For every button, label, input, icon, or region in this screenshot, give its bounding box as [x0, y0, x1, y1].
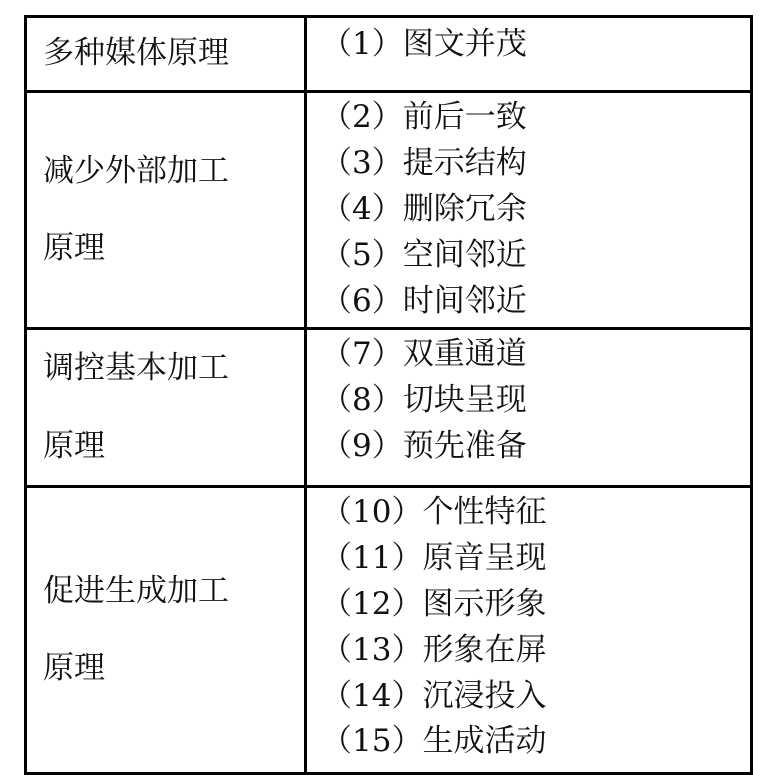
list-item: （15）生成活动	[321, 723, 547, 760]
category-cell	[26, 92, 306, 329]
table-row	[26, 329, 752, 487]
items-cell	[306, 17, 752, 92]
items-cell	[306, 487, 752, 774]
list-item: （10）个性特征	[321, 494, 547, 530]
principles-table-container	[24, 15, 753, 761]
category-line: 促进生成加工	[43, 572, 229, 609]
list-item: （2）前后一致	[321, 99, 527, 135]
category-cell	[26, 329, 306, 487]
category-line: 多种媒体原理	[43, 35, 229, 72]
category-line: 调控基本加工	[43, 350, 229, 386]
category-line: 减少外部加工	[43, 152, 229, 189]
table-row	[26, 487, 752, 774]
category-cell	[26, 487, 306, 774]
category-line: 原理	[43, 230, 105, 266]
list-item: （13）形象在屏	[321, 631, 547, 668]
list-item: （11）原音呈现	[321, 539, 547, 576]
list-item: （7）双重通道	[321, 336, 527, 372]
table-row	[26, 92, 752, 329]
list-item: （8）切块呈现	[321, 381, 527, 418]
table-row	[26, 17, 752, 92]
items-cell	[306, 92, 752, 329]
items-cell	[306, 329, 752, 487]
category-line: 原理	[43, 427, 105, 464]
list-item: （14）沉浸投入	[321, 677, 547, 714]
list-item: （6）时间邻近	[321, 282, 527, 319]
list-item: （9）预先准备	[321, 427, 527, 464]
list-item: （4）删除冗余	[321, 190, 527, 227]
category-cell	[26, 17, 306, 92]
list-item: （3）提示结构	[321, 144, 527, 181]
list-item: （1）图文并茂	[321, 26, 527, 62]
list-item: （5）空间邻近	[321, 236, 527, 273]
list-item: （12）图示形象	[321, 585, 547, 622]
principles-table	[24, 15, 753, 775]
category-line: 原理	[43, 650, 105, 686]
